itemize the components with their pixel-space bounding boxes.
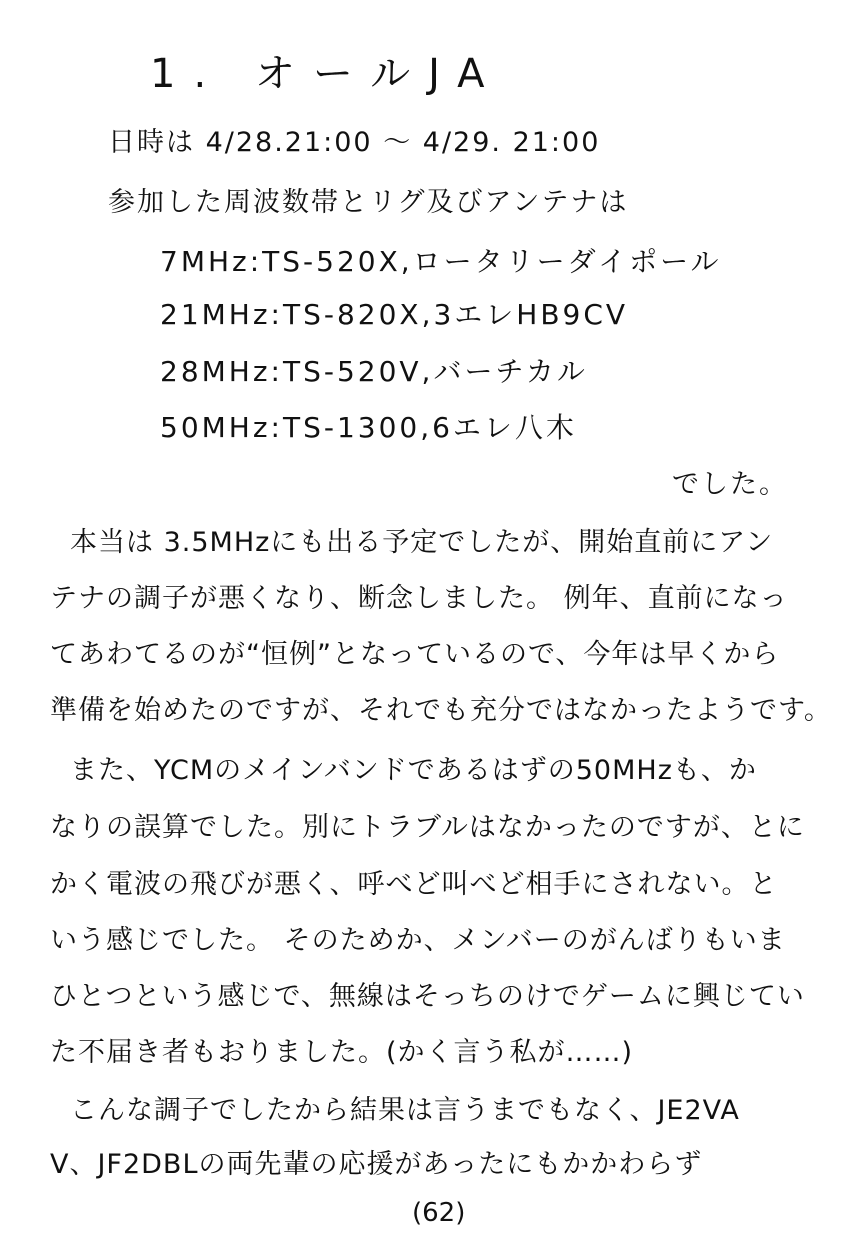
intro-line: 参加した周波数帯とリグ及びアンテナは: [108, 187, 629, 218]
body-line: いう感じでした。 そのためか、メンバーのがんばりもいま: [50, 925, 786, 956]
body-line: また、YCMのメインバンドであるはずの50MHzも、か: [70, 755, 757, 786]
page-title: 1. オールJA: [150, 51, 503, 97]
body-line: テナの調子が悪くなり、断念しました。 例年、直前になっ: [50, 583, 788, 614]
body-line: V、JF2DBLの両先輩の応援があったにもかかわらず: [50, 1149, 703, 1180]
closing-text: でした。: [672, 469, 788, 500]
band-item: 28MHz:TS-520V,バーチカル: [160, 355, 588, 388]
date-line: 日時は 4/28.21:00 〜 4/29. 21:00: [108, 127, 601, 158]
body-line: ひとつという感じで、無線はそっちのけでゲームに興じてい: [50, 981, 805, 1012]
body-line: こんな調子でしたから結果は言うまでもなく、JE2VA: [70, 1095, 740, 1126]
band-item: 50MHz:TS-1300,6エレ八木: [160, 411, 577, 444]
body-line: 準備を始めたのですが、それでも充分ではなかったようです。: [50, 695, 832, 726]
body-line: かく電波の飛びが悪く、呼べど叫べど相手にされない。と: [50, 869, 778, 900]
body-line: た不届き者もおりました。(かく言う私が……): [50, 1037, 634, 1068]
band-item: 21MHz:TS-820X,3エレHB9CV: [160, 298, 629, 331]
page-number: (62): [412, 1198, 466, 1228]
body-line: てあわてるのが“恒例”となっているので、今年は早くから: [50, 639, 780, 670]
body-line: 本当は 3.5MHzにも出る予定でしたが、開始直前にアン: [70, 527, 774, 558]
body-line: なりの誤算でした。別にトラブルはなかったのですが、とに: [50, 812, 805, 843]
band-item: 7MHz:TS-520X,ロータリーダイポール: [160, 245, 722, 278]
